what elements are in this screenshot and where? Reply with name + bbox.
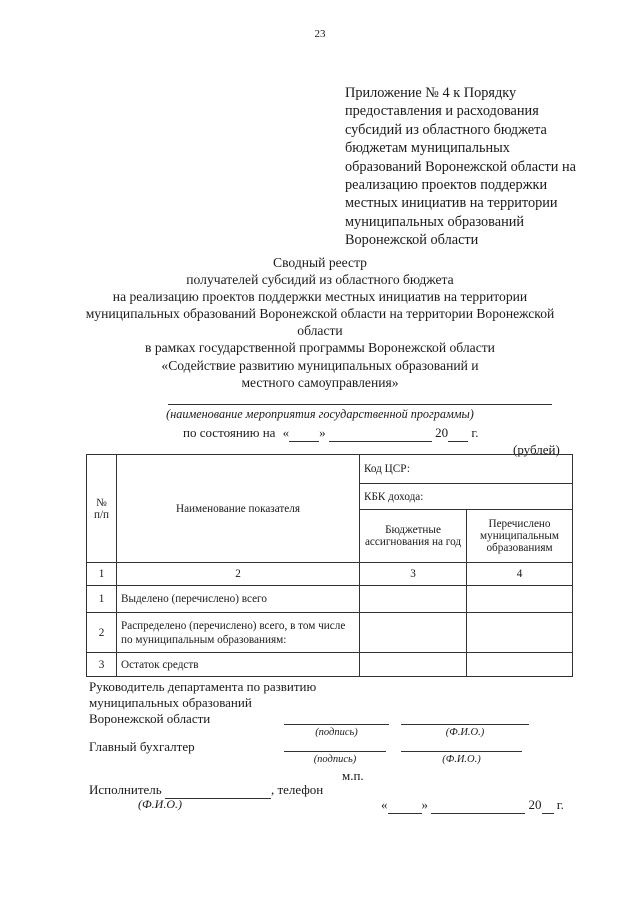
appendix-line: местных инициатив на территории [345, 195, 558, 212]
signing-date [381, 797, 564, 814]
appendix-line: Приложение № 4 к Порядку [345, 85, 517, 101]
event-name-line[interactable] [168, 404, 552, 405]
appendix-line: субсидий из областного бюджета [345, 121, 547, 138]
date-open-quote: « [381, 797, 388, 812]
kbk-cell[interactable]: КБК дохода: [360, 484, 573, 510]
executor-fio-caption: (Ф.И.О.) [138, 797, 182, 811]
appendix-header [345, 84, 576, 250]
appendix-line: реализацию проектов поддержки [345, 177, 548, 194]
title-line: муниципальных образований Воронежской области на территории Воронежской [85, 306, 555, 322]
phone-label: , телефон [270, 782, 324, 797]
head-title-line-1: Руководитель департамента по развитию [89, 679, 317, 694]
stamp-place: м.п. [342, 768, 364, 783]
title-line: на реализацию проектов поддержки местных инициатив на территории [112, 289, 528, 305]
accountant-fio-caption: (Ф.И.О.) [442, 754, 481, 765]
title-line: области [297, 323, 343, 339]
row-number: 2 [87, 613, 117, 653]
column-number: 1 [87, 563, 117, 586]
title-line: в рамках государственной программы Воронежской области [145, 340, 495, 356]
accountant-fio-line[interactable] [401, 751, 522, 752]
row-name: Распределено (перечислено) всего, в том числе по муниципальным образованиям: [117, 613, 360, 653]
column-number: 3 [360, 563, 467, 586]
table-row [87, 586, 573, 613]
column-number: 4 [467, 563, 573, 586]
row-number: 3 [87, 653, 117, 677]
units-label: (рублей) [513, 442, 560, 457]
appendix-line: Воронежской области [345, 232, 479, 249]
event-caption: (наименование мероприятия государственной программы) [166, 407, 474, 421]
year-prefix: 20 [435, 425, 449, 440]
head-fio-line[interactable] [401, 724, 529, 725]
title-line: получателей субсидий из областного бюджета [186, 272, 454, 288]
title-line: Сводный реестр [273, 255, 367, 270]
day-blank[interactable] [289, 425, 319, 442]
code-csr-cell[interactable]: Код ЦСР: [360, 455, 573, 484]
head-title-line-2: муниципальных образований [89, 695, 252, 710]
head-fio-caption: (Ф.И.О.) [445, 727, 485, 738]
as-of-prefix: по состоянию на [183, 425, 276, 440]
date-open-quote: « [282, 425, 290, 440]
appendix-line: образований Воронежской области на [345, 158, 576, 175]
header-budget-allocations: Бюджетные ассигнования на год [360, 510, 467, 563]
appendix-line: предоставления и расходования [345, 103, 539, 120]
transferred-value-cell[interactable] [467, 613, 573, 653]
budget-value-cell[interactable] [360, 653, 467, 677]
executor-label: Исполнитель [89, 782, 162, 797]
accountant-signature-line[interactable] [284, 751, 386, 752]
budget-value-cell[interactable] [360, 586, 467, 613]
page-number: 23 [314, 28, 326, 40]
appendix-line: бюджетам муниципальных [345, 140, 510, 157]
accountant-title: Главный бухгалтер [89, 739, 195, 754]
date-close-quote: » [319, 425, 326, 440]
column-number: 2 [117, 563, 360, 586]
title-line: «Содействие развитию муниципальных образований и [161, 357, 479, 373]
row-name: Выделено (перечислено) всего [117, 586, 360, 613]
table-row [87, 613, 573, 653]
head-title-line-3: Воронежской области [89, 711, 211, 726]
register-table [86, 454, 573, 677]
document-title [40, 254, 600, 391]
year-suffix: г. [471, 425, 479, 440]
signing-year-prefix: 20 [528, 797, 542, 812]
table-row [87, 653, 573, 677]
month-blank[interactable] [329, 425, 432, 442]
signing-year-blank[interactable] [542, 797, 554, 814]
title-line: местного самоуправления» [241, 374, 399, 390]
accountant-signature-caption: (подпись) [313, 754, 357, 765]
head-signature-caption: (подпись) [315, 727, 358, 738]
row-name: Остаток средств [117, 653, 360, 677]
executor-line [89, 782, 323, 799]
header-number: № п/п [87, 455, 117, 563]
head-signature-line[interactable] [284, 724, 389, 725]
year-blank[interactable] [448, 425, 468, 442]
signing-day-blank[interactable] [388, 797, 422, 814]
budget-value-cell[interactable] [360, 613, 467, 653]
date-close-quote: » [421, 797, 428, 812]
row-number: 1 [87, 586, 117, 613]
header-indicator: Наименование показателя [117, 455, 360, 563]
header-transferred: Перечислено муниципальным образованиям [467, 510, 573, 563]
as-of-date [183, 425, 479, 442]
signing-year-suffix: г. [556, 797, 564, 812]
transferred-value-cell[interactable] [467, 586, 573, 613]
signing-month-blank[interactable] [431, 797, 525, 814]
transferred-value-cell[interactable] [467, 653, 573, 677]
appendix-line: муниципальных образований [345, 213, 525, 230]
